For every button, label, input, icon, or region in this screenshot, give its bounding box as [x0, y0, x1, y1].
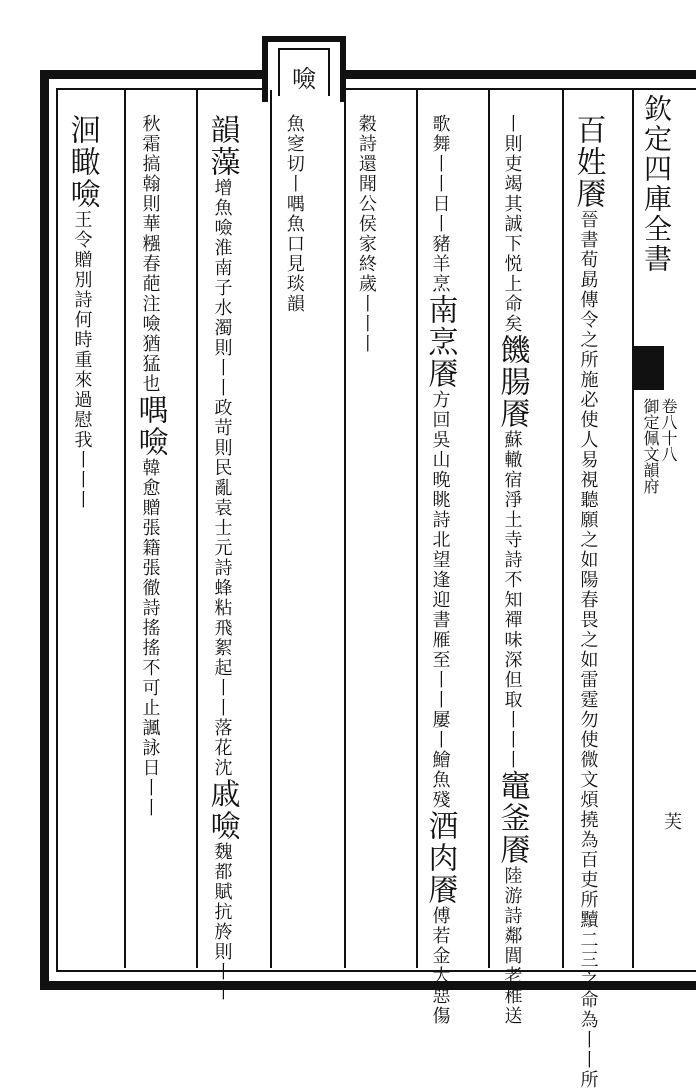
entry-text: 穀詩還聞公侯家終歲丨丨丨: [355, 114, 377, 354]
column-rule: [124, 90, 126, 968]
entry-text: 陸游詩鄰閭老稚送: [501, 866, 523, 1026]
column-rule: [344, 90, 346, 968]
entry-head-marker: 餍: [422, 874, 458, 906]
folio-volume: 卷八十八: [659, 398, 678, 462]
header-tab-title: 噞: [278, 48, 330, 102]
entry-text: 魚窆切丨喁魚口見琰韻: [283, 114, 305, 314]
entry-head: 南烹: [422, 294, 458, 358]
entry-head: 饑腸: [494, 334, 530, 398]
entry-text: 秋霜搞翰則華糨春葩注噞猶猛也: [139, 114, 161, 394]
tab-gap: [268, 96, 340, 106]
text-column-6: [206, 114, 238, 1002]
entry-text: 丨則吏竭其誠下悦上命矣: [501, 114, 523, 334]
entry-head-marker: 餍: [494, 398, 530, 430]
entry-text: 傅若金大惡傷: [429, 906, 451, 1026]
text-column-1: [572, 114, 604, 1090]
entry-head-marker: 餍: [570, 178, 606, 210]
section-head: 韻藻: [204, 114, 240, 178]
entry-text: 歌舞丨丨日丨豬羊烹: [429, 114, 451, 294]
entry-head: 竈釜: [494, 770, 530, 834]
column-rule: [196, 90, 198, 968]
entry-text: 韓愈贈張籍張徹詩搖搖不可止諷詠日丨丨: [139, 458, 161, 818]
entry-text: 方回吳山晚眺詩北望逢迎書雁至丨丨屢丨鱠魚殘: [429, 390, 451, 810]
entry-head: 洄瞰噞: [64, 114, 100, 210]
column-rule: [488, 90, 490, 968]
text-column-2: [496, 114, 528, 1026]
folio-book-name: 御定佩文韻府: [641, 398, 660, 494]
entry-head-marker: 餍: [494, 834, 530, 866]
text-column-3: [424, 114, 456, 1026]
column-rule: [270, 90, 272, 968]
entry-head-marker: 餍: [422, 358, 458, 390]
entry-text: 增魚噞淮南子水濁則丨丨政苛則民亂袁士元詩蜂粘飛絮起丨丨落花沈: [211, 178, 233, 778]
entry-text: 晉書荀勗傳令之所施必使人易視聽願之如陽春畏之如雷霆勿使微文煩撓為百吏所黷二三之命為丨丨所: [577, 210, 599, 1090]
corner-glyph: 芙: [664, 812, 682, 833]
column-rule: [416, 90, 418, 968]
column-rule: [632, 90, 634, 968]
entry-text: 魏都賦抗旍則丨丨: [211, 842, 233, 1002]
book-title: 欽定四庫全書: [640, 94, 673, 274]
entry-head: 百姓: [570, 114, 606, 178]
text-column-5: [284, 114, 303, 314]
column-rule: [562, 90, 564, 968]
entry-head: 酒肉: [422, 810, 458, 874]
entry-head: 喁噞: [132, 394, 168, 458]
fish-tail-marker: [634, 346, 664, 390]
entry-text: 蘇轍宿淨土寺詩不知禪味深但取丨丨丨: [501, 430, 523, 770]
text-column-4: [356, 114, 375, 354]
text-column-8: [66, 114, 98, 510]
entry-text: 王令贈別詩何時重來過慰我丨丨丨: [71, 210, 93, 510]
text-column-7: [134, 114, 166, 818]
entry-head: 戚噞: [204, 778, 240, 842]
